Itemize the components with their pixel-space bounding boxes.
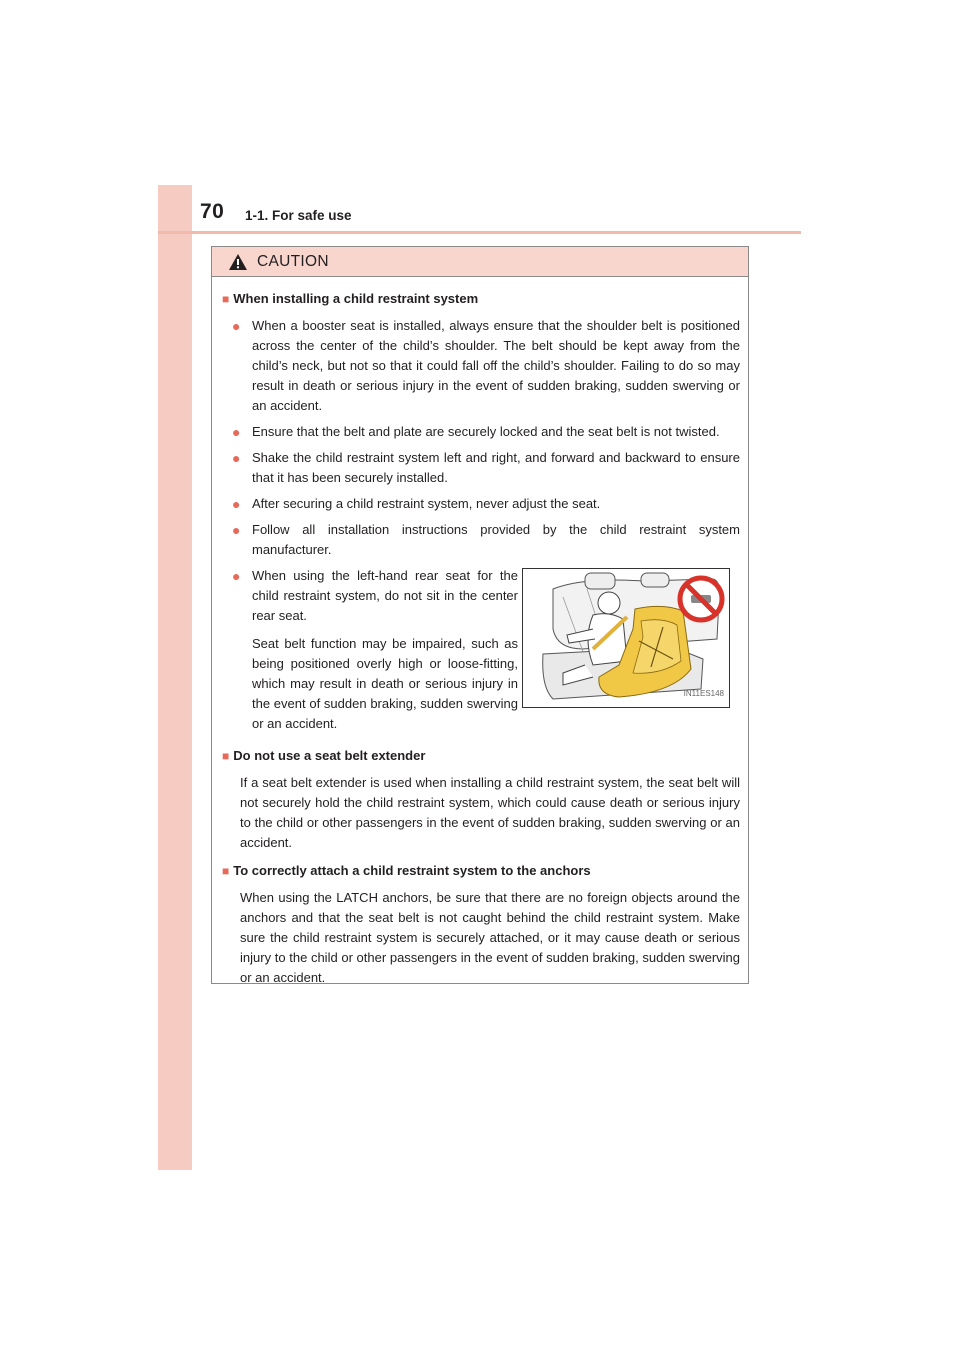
bullet-item (232, 520, 740, 560)
header-rule (158, 231, 801, 234)
bullet-text: Shake the child restraint system left and right, and forward and backward to ensure that it has been securely installed. (252, 450, 740, 485)
section-paragraph: When using the LATCH anchors, be sure that there are no foreign objects around the anchors and that the seat belt is not caught behind the child restraint system. Make sure the child restraint system is securely attached, or it may cause death or serious injury to the child or other passengers in the event of sudden braking, sudden swerving or an accident. (240, 890, 740, 985)
square-bullet-icon: ■ (222, 292, 230, 306)
warning-triangle-icon (228, 253, 248, 271)
bullet-with-figure (222, 566, 740, 740)
circle-bullet-icon: ● (232, 568, 241, 584)
figure-text-column (222, 566, 518, 740)
bullet-text: When a booster seat is installed, always ensure that the shoulder belt is positioned across the center of the child’s shoulder. The belt should be kept away from the child’s neck, but not so that it could fall off the child’s shoulder. Failing to do so may result in death or serious injury in the event of sudden braking, sudden swerving or an accident. (252, 318, 740, 413)
figure-code: IN11ES148 (683, 689, 724, 698)
section-heading (222, 289, 740, 309)
bullet-item (232, 494, 740, 514)
square-bullet-icon: ■ (222, 749, 230, 763)
caution-body (212, 277, 748, 988)
side-color-strip (158, 185, 192, 1170)
bullet-text: Ensure that the belt and plate are securely locked and the seat belt is not twisted. (252, 424, 720, 439)
bullet-item (232, 448, 740, 488)
heading-text: To correctly attach a child restraint system to the anchors (233, 863, 591, 878)
square-bullet-icon: ■ (222, 864, 230, 878)
bullet-text: When using the left-hand rear seat for the child restraint system, do not sit in the center rear seat. (252, 568, 518, 623)
section-heading (222, 861, 740, 881)
section-paragraph: If a seat belt extender is used when installing a child restraint system, the seat belt will not securely hold the child restraint system, which could cause death or serious injury to the child or other passengers in the event of sudden braking, sudden swerving or an accident. (240, 775, 740, 850)
heading-text: Do not use a seat belt extender (233, 748, 426, 763)
circle-bullet-icon: ● (232, 318, 241, 334)
heading-text: When installing a child restraint system (233, 291, 479, 306)
child-seat-illustration (522, 568, 730, 708)
bullet-text: Follow all installation instructions provided by the child restraint system manufacturer. (252, 522, 740, 557)
caution-header (212, 247, 748, 277)
bullet-item (232, 566, 518, 734)
caution-box (211, 246, 749, 984)
section-heading (222, 746, 740, 766)
bullet-item (232, 422, 740, 442)
page-number: 70 (200, 200, 225, 223)
bullet-subtext: Seat belt function may be impaired, such as being positioned overly high or loose-fitting, which may result in death or serious injury in the event of sudden braking, sudden swerving or an accident. (252, 636, 518, 731)
bullet-text: After securing a child restraint system, never adjust the seat. (252, 496, 601, 511)
circle-bullet-icon: ● (232, 522, 241, 538)
section-title: 1-1. For safe use (245, 208, 352, 223)
circle-bullet-icon: ● (232, 424, 241, 440)
caution-label: CAUTION (257, 252, 329, 270)
circle-bullet-icon: ● (232, 496, 241, 512)
bullet-item (232, 316, 740, 416)
circle-bullet-icon: ● (232, 450, 241, 466)
